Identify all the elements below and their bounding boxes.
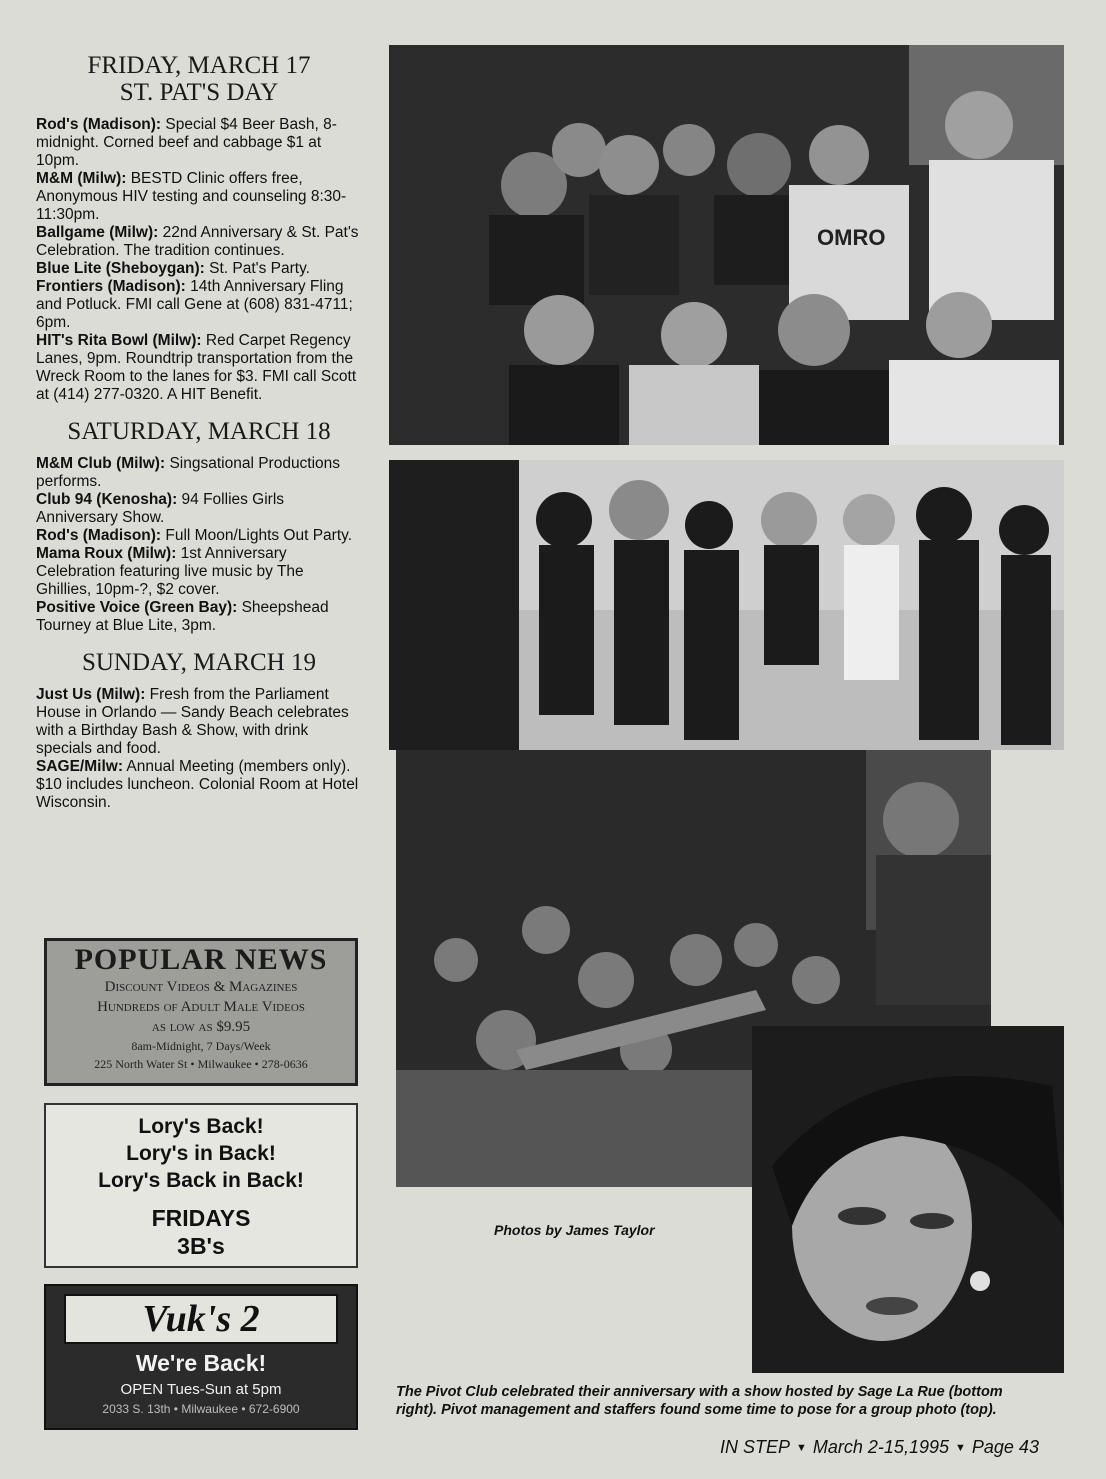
- sage-la-rue-portrait: [752, 1026, 1064, 1373]
- vuks-headline: We're Back!: [135, 1350, 267, 1376]
- page-folio: [720, 1437, 1039, 1458]
- event-description: Fresh from the Parliament House in Orlando — Sandy Beach celebrates with a Birthday Bash & Show, with drink specials and food.: [36, 686, 349, 757]
- vuks-hours: OPEN Tues-Sun at 5pm: [120, 1381, 282, 1398]
- popular-news-title: POPULAR NEWS: [74, 943, 328, 976]
- popular-news-price: as low as $9.95: [151, 1019, 251, 1035]
- event-entry: [36, 758, 362, 812]
- folio-separator-icon: ▼: [796, 1442, 807, 1455]
- event-entry: [36, 224, 362, 260]
- event-venue: Rod's (Madison):: [36, 527, 162, 544]
- event-venue: Positive Voice (Green Bay):: [36, 599, 238, 616]
- page-number: Page 43: [971, 1437, 1039, 1457]
- saturday-event-list: [36, 455, 362, 635]
- saturday-section: [36, 418, 362, 635]
- event-venue: M&M (Milw):: [36, 170, 127, 187]
- group-photo-image: [389, 45, 1064, 445]
- event-description: St. Pat's Party.: [204, 260, 310, 277]
- vuks-address: 2033 S. 13th • Milwaukee • 672-6900: [102, 1402, 300, 1416]
- event-entry: [36, 599, 362, 635]
- event-entry: [36, 686, 362, 758]
- publication-name: IN STEP: [720, 1437, 791, 1457]
- event-description: Singsational Productions performs.: [36, 455, 341, 490]
- vuks-logo: Vuk's 2: [64, 1294, 338, 1344]
- omro-shirt-text: OMRO: [817, 225, 886, 250]
- friday-event-list: [36, 116, 362, 404]
- event-venue: SAGE/Milw:: [36, 758, 123, 775]
- event-description: Special $4 Beer Bash, 8-midnight. Corned beef and cabbage $1 at 10pm.: [36, 116, 337, 169]
- event-description: Annual Meeting (members only). $10 includes luncheon. Colonial Room at Hotel Wisconsin.: [36, 758, 359, 811]
- photo-caption: The Pivot Club celebrated their anniversary with a show hosted by Sage La Rue (bottom right). Pivot management and staffers found some time to pose for a group photo (top).: [396, 1384, 1003, 1418]
- event-description: 94 Follies Girls Anniversary Show.: [36, 491, 285, 526]
- event-description: Red Carpet Regency Lanes, 9pm. Roundtrip transportation from the Wreck Room to the lanes for $3. FMI call Scott at (414) 277-0320. A HIT Benefit.: [36, 332, 357, 403]
- event-venue: Ballgame (Milw):: [36, 224, 159, 241]
- lory-line1: Lory's Back!: [138, 1115, 264, 1138]
- event-entry: [36, 278, 362, 332]
- event-entry: [36, 170, 362, 224]
- friday-section: [36, 52, 362, 404]
- event-entry: [36, 260, 362, 278]
- folio-separator-icon: ▼: [955, 1442, 966, 1455]
- event-entry: [36, 455, 362, 491]
- event-description: Full Moon/Lights Out Party.: [161, 527, 353, 544]
- lory-ad: [44, 1103, 358, 1268]
- sunday-event-list: [36, 686, 362, 812]
- popular-news-line1: Discount Videos & Magazines: [104, 979, 298, 995]
- lory-line4: FRIDAYS: [151, 1205, 251, 1231]
- sunday-heading: SUNDAY, MARCH 19: [81, 649, 317, 676]
- stage-photo: [389, 460, 1064, 750]
- event-description: 1st Anniversary Celebration featuring live music by The Ghillies, 10pm-?, $2 cover.: [36, 545, 304, 598]
- event-description: 22nd Anniversary & St. Pat's Celebration. The tradition continues.: [36, 224, 359, 259]
- group-photo: [389, 45, 1064, 445]
- popular-news-ad: [44, 938, 358, 1086]
- portrait-image: [752, 1026, 1064, 1373]
- sunday-section: [36, 649, 362, 812]
- friday-heading: [36, 52, 362, 106]
- popular-news-address: 225 North Water St • Milwaukee • 278-0636: [94, 1057, 308, 1071]
- stage-photo-image: [389, 460, 1064, 750]
- issue-dates: March 2-15,1995: [812, 1437, 949, 1457]
- event-entry: [36, 527, 362, 545]
- event-entry: [36, 545, 362, 599]
- vuks-ad: [44, 1284, 358, 1430]
- popular-news-hours: 8am-Midnight, 7 Days/Week: [131, 1039, 271, 1053]
- event-venue: Club 94 (Kenosha):: [36, 491, 178, 508]
- event-description: Sheepshead Tourney at Blue Lite, 3pm.: [36, 599, 329, 634]
- event-venue: Mama Roux (Milw):: [36, 545, 177, 562]
- lory-line3: Lory's Back in Back!: [98, 1169, 304, 1192]
- event-venue: Rod's (Madison):: [36, 116, 162, 133]
- event-entry: [36, 491, 362, 527]
- lory-line5: 3B's: [177, 1233, 225, 1259]
- event-venue: M&M Club (Milw):: [36, 455, 166, 472]
- event-venue: HIT's Rita Bowl (Milw):: [36, 332, 202, 349]
- photo-credit: Photos by James Taylor: [494, 1222, 655, 1238]
- events-column: [36, 52, 362, 826]
- friday-heading-line2: ST. PAT'S DAY: [119, 79, 279, 106]
- event-venue: Blue Lite (Sheboygan):: [36, 260, 205, 277]
- popular-news-line2: Hundreds of Adult Male Videos: [97, 999, 305, 1015]
- lory-line2: Lory's in Back!: [126, 1142, 276, 1165]
- friday-heading-line1: FRIDAY, MARCH 17: [87, 52, 311, 79]
- event-entry: [36, 116, 362, 170]
- event-venue: Frontiers (Madison):: [36, 278, 186, 295]
- event-description: 14th Anniversary Fling and Potluck. FMI call Gene at (608) 831-4711; 6pm.: [36, 278, 353, 331]
- event-entry: [36, 332, 362, 404]
- event-description: BESTD Clinic offers free, Anonymous HIV testing and counseling 8:30-11:30pm.: [36, 170, 347, 223]
- saturday-heading: SATURDAY, MARCH 18: [67, 418, 331, 445]
- event-venue: Just Us (Milw):: [36, 686, 146, 703]
